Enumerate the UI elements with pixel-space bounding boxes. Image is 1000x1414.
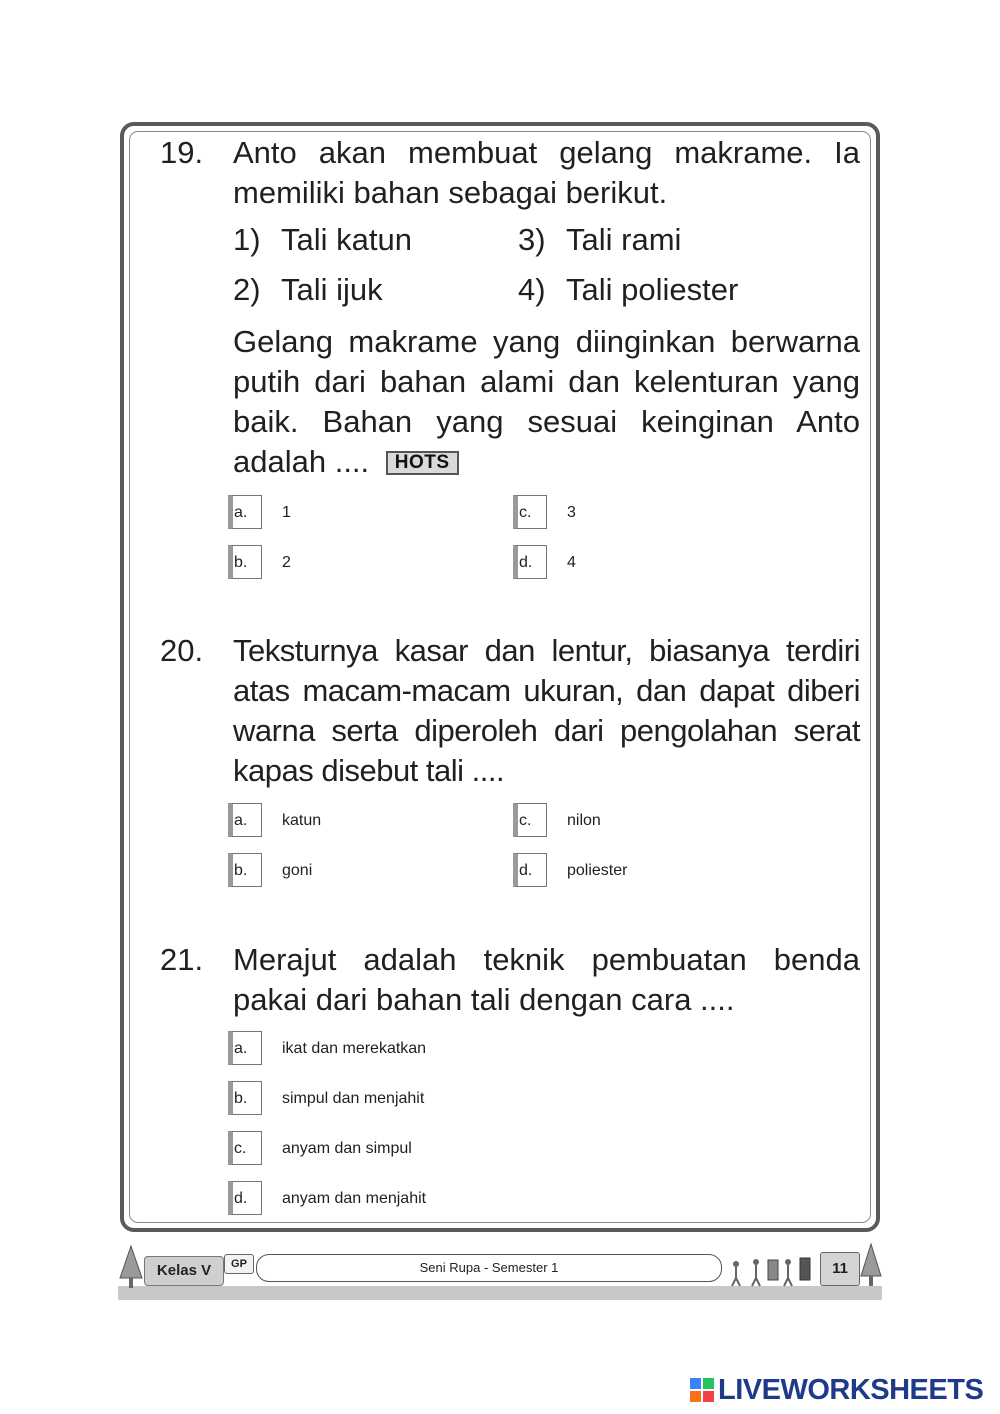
question-number: 20.	[160, 633, 204, 668]
question-20	[160, 631, 860, 791]
list-item: 3) Tali rami	[518, 222, 682, 257]
hots-badge: HOTS	[386, 451, 459, 475]
page-number: 11	[820, 1252, 860, 1286]
list-item: 2) Tali ijuk	[233, 272, 383, 307]
question-text: Teksturnya kasar dan lentur, biasanya terdiri atas macam-macam ukuran, dan dapat diberi warna serta diperoleh dari pengolahan serat kapas disebut tali ....	[233, 633, 860, 788]
question-text: Anto akan membuat gelang makrame. Ia memiliki bahan sebagai berikut.	[233, 135, 860, 210]
list-item: 4) Tali poliester	[518, 272, 739, 307]
watermark-text: LIVEWORKSHEETS	[718, 1374, 984, 1406]
signpost-icon: GP	[224, 1254, 254, 1274]
footer-ground	[118, 1286, 882, 1300]
tree-icon	[860, 1242, 882, 1288]
question-19	[160, 133, 860, 213]
subject-label: Seni Rupa - Semester 1	[256, 1254, 722, 1282]
liveworksheets-logo	[690, 1370, 983, 1410]
question-text-continued: Gelang makrame yang diinginkan berwarna putih dari bahan alami dan kelenturan yang baik. Bahan yang sesuai keinginan Anto adalah ....	[233, 324, 860, 479]
question-number: 19.	[160, 135, 204, 170]
page-footer	[118, 1242, 882, 1300]
question-text: Merajut adalah teknik pembuatan benda pakai dari bahan tali dengan cara ....	[233, 942, 860, 1017]
question-19-body	[233, 322, 860, 482]
list-item: 1) Tali katun	[233, 222, 412, 257]
tree-icon	[118, 1244, 144, 1290]
class-label: Kelas V	[144, 1256, 224, 1286]
question-number: 21.	[160, 942, 204, 977]
question-21	[160, 940, 860, 1020]
liveworksheets-icon	[690, 1378, 714, 1402]
walking-figures-icon	[726, 1252, 816, 1288]
